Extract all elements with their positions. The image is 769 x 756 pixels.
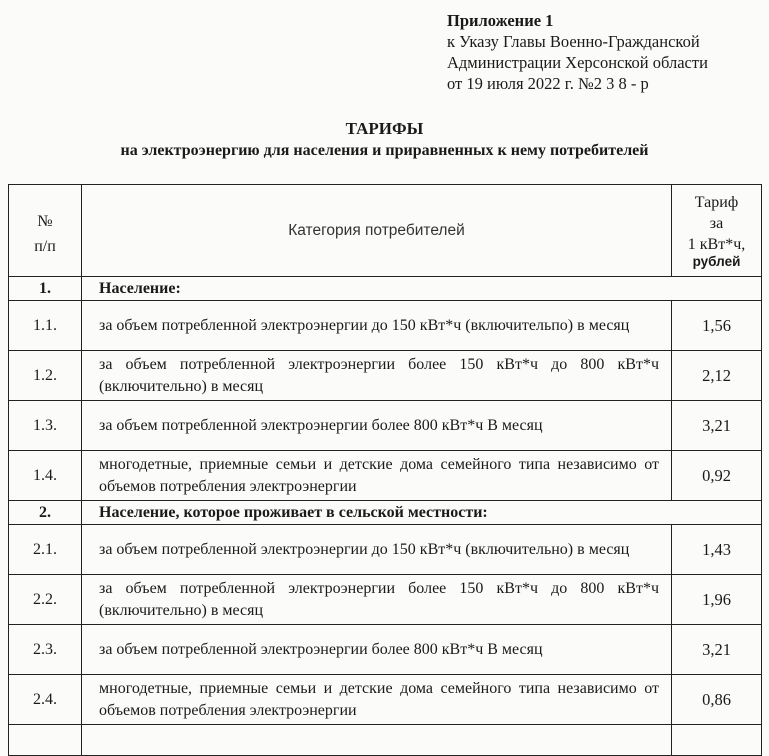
header-number-abbr: п/п — [34, 237, 56, 255]
row-description — [82, 725, 672, 756]
row-number: 1.1. — [9, 301, 82, 351]
header-tariff-unit: рублей — [692, 254, 741, 269]
table-row — [9, 401, 762, 451]
row-number: 1.2. — [9, 351, 82, 401]
row-description: за объем потребленной электроэнергии более 800 кВт*ч В месяц — [82, 625, 672, 675]
row-number: 2.1. — [9, 525, 82, 575]
header-tariff-line-3: 1 кВт*ч, — [687, 236, 746, 253]
row-number — [9, 725, 82, 756]
document-title: ТАРИФЫ — [345, 119, 424, 138]
row-tariff: 1,96 — [672, 575, 762, 625]
table-row — [9, 575, 762, 625]
appendix-block — [447, 10, 762, 94]
row-number: 2.2. — [9, 575, 82, 625]
row-tariff: 3,21 — [672, 401, 762, 451]
table-row — [9, 301, 762, 351]
document-subtitle: на электроэнергию для населения и приравненных к нему потребителей — [120, 142, 649, 159]
table-row — [9, 675, 762, 725]
row-tariff: 1,43 — [672, 525, 762, 575]
row-tariff: 1,56 — [672, 301, 762, 351]
row-tariff: 3,21 — [672, 625, 762, 675]
header-tariff — [672, 185, 762, 277]
appendix-line-3: от 19 июля 2022 г. №2 3 8 - р — [447, 74, 649, 93]
row-tariff: 0,86 — [672, 675, 762, 725]
row-description: за объем потребленной электроэнергии более 150 кВт*ч до 800 кВт*ч (включительно) в месяц — [82, 575, 672, 625]
appendix-line-1: к Указу Главы Военно-Гражданской — [447, 32, 700, 51]
header-tariff-line-1: Тариф — [694, 194, 739, 211]
row-description: за объем потребленной электроэнергии до 150 кВт*ч (включительпо) в месяц — [82, 301, 672, 351]
row-description: многодетные, приемные семьи и детские дома семейного типа независимо от объемов потребления электроэнергии — [82, 675, 672, 725]
section-row — [9, 501, 762, 525]
header-number — [9, 185, 82, 277]
header-tariff-line-2: за — [709, 215, 724, 232]
row-description: многодетные, приемные семьи и детские дома семейного типа независимо от объемов потребления электроэнергии — [82, 451, 672, 501]
row-tariff: 0,92 — [672, 451, 762, 501]
section-name: Население: — [82, 277, 762, 301]
table-row — [9, 525, 762, 575]
header-number-sign: № — [37, 212, 53, 230]
section-number: 2. — [9, 501, 82, 525]
section-row — [9, 277, 762, 301]
row-number: 1.3. — [9, 401, 82, 451]
table-row — [9, 351, 762, 401]
row-number: 2.3. — [9, 625, 82, 675]
section-name: Население, которое проживает в сельской местности: — [82, 501, 762, 525]
appendix-heading: Приложение 1 — [447, 11, 554, 30]
row-number: 2.4. — [9, 675, 82, 725]
table-row — [9, 625, 762, 675]
tariff-table — [8, 184, 762, 756]
section-number: 1. — [9, 277, 82, 301]
row-tariff — [672, 725, 762, 756]
table-header-row — [9, 185, 762, 277]
row-number: 1.4. — [9, 451, 82, 501]
appendix-line-2: Администрации Херсонской области — [447, 53, 708, 72]
table-row — [9, 451, 762, 501]
row-description: за объем потребленной электроэнергии более 150 кВт*ч до 800 кВт*ч (включительно) в месяц — [82, 351, 672, 401]
row-description: за объем потребленной электроэнергии более 800 кВт*ч В месяц — [82, 401, 672, 451]
header-category: Категория потребителей — [82, 185, 672, 277]
row-description: за объем потребленной электроэнергии до 150 кВт*ч (включительно) в месяц — [82, 525, 672, 575]
row-tariff: 2,12 — [672, 351, 762, 401]
table-row-cut-off — [9, 725, 762, 756]
